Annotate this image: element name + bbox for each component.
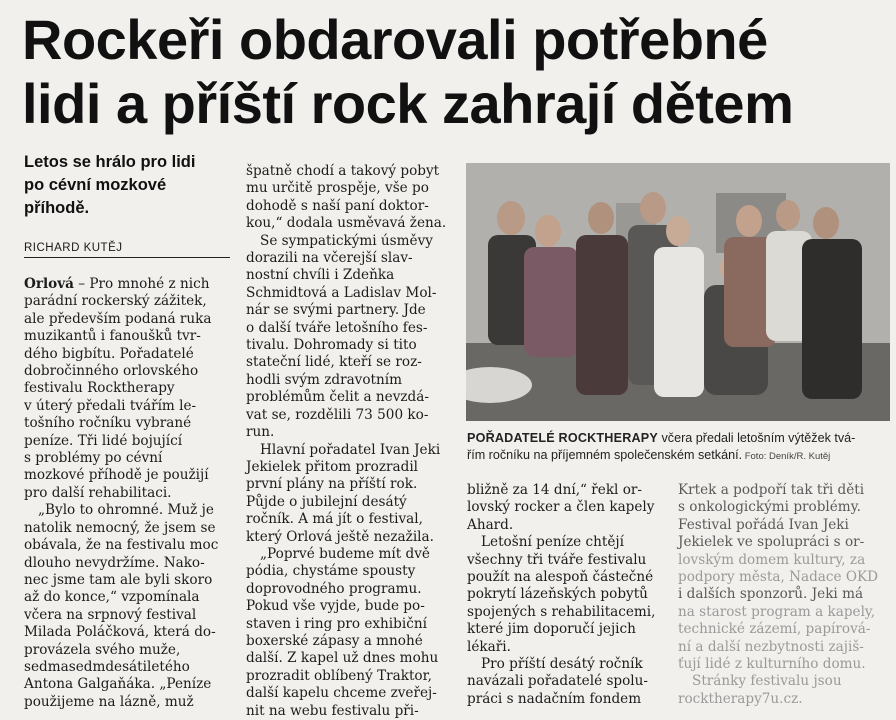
headline-line-2: lidi a příští rock zahrají dětem [22, 72, 794, 135]
text-line [678, 552, 878, 569]
group-photo [466, 163, 890, 421]
text-line [24, 485, 218, 502]
article-column-3 [467, 482, 655, 708]
text-line-content: Jekielek ve spolupráci s or- [678, 534, 865, 551]
text-line-content: Milada Poláčková, která do- [24, 624, 216, 641]
text-line-content: ní a další nezbytnosti zajiš- [678, 638, 864, 655]
text-line [246, 476, 446, 493]
text-line [467, 621, 655, 638]
text-line [246, 424, 446, 441]
text-line [246, 198, 446, 215]
lead-line: po cévní mozkové [24, 176, 167, 194]
text-line [246, 285, 446, 302]
text-line [246, 267, 446, 284]
text-line-content: muzikantů i fanoušků tvr- [24, 328, 201, 345]
text-line [24, 293, 218, 310]
text-line-content: špatně chodí a takový pobyt [246, 163, 440, 179]
text-line [678, 569, 878, 586]
text-line-content: až do konce,“ vzpomínala [24, 589, 200, 606]
text-line [246, 546, 446, 563]
text-line-content: stateční lidé, kteří se roz- [246, 354, 422, 371]
text-line [246, 372, 446, 389]
text-line [678, 673, 878, 690]
text-line-content: Antona Galgaňáka. „Peníze [24, 676, 212, 693]
caption-heading: POŘADATELÉ ROCKTHERAPY [467, 431, 658, 445]
text-line [24, 363, 218, 380]
text-line [24, 380, 218, 397]
text-line-content: nec jsme tam ale byli skoro [24, 571, 213, 588]
text-line-content: další. Z kapel už dnes mohu [246, 650, 439, 667]
text-line [467, 569, 655, 586]
text-line [467, 656, 655, 673]
text-line [678, 499, 878, 516]
text-line-content: Stránky festivalu jsou [692, 673, 842, 690]
text-line-content: staven i ring pro exhibiční [246, 615, 427, 632]
text-line-content: prozradit oblíbený Traktor, [246, 667, 432, 684]
text-line [24, 537, 218, 554]
text-line-content: Ahard. [467, 516, 514, 533]
text-line-content: parádní rockerský zážitek, [24, 293, 207, 310]
text-line [246, 581, 446, 598]
text-line-content: hodli svým zdravotním [246, 371, 402, 388]
text-line [678, 691, 878, 708]
text-line [678, 621, 878, 638]
text-line-content: navázali pořadatelé spolu- [467, 673, 648, 690]
text-line-content: včera na srpnový festival [24, 606, 197, 623]
text-line-content: dorazili na včerejší slav- [246, 250, 413, 267]
text-line-content: Festival pořádá Ivan Jeki [678, 516, 849, 533]
text-line [246, 494, 446, 511]
lead-paragraph [24, 151, 234, 220]
text-line [246, 407, 446, 424]
text-line [467, 534, 655, 551]
author-byline: RICHARD KUTĚJ [24, 242, 230, 258]
text-line-content: další kapelu chceme zveřej- [246, 685, 437, 702]
text-line-content: boxerské zápasy a mnohé [246, 632, 423, 649]
text-line-content: tivalu. Dohromady si tito [246, 337, 417, 354]
text-line [467, 673, 655, 690]
text-line-content: provázela svého muže, [24, 641, 181, 658]
text-line [24, 276, 218, 293]
text-line-content: na starost program a kapely, [678, 603, 876, 620]
headline-line-1: Rockeři obdarovali potřebné [22, 8, 768, 71]
text-line-content: v úterý předali tvářím le- [24, 397, 197, 414]
text-line-content: doprovodného programu. [246, 580, 422, 597]
text-line-content: bližně za 14 dní,“ řekl or- [467, 482, 643, 498]
text-line-content: ťují lidé z kulturního domu. [678, 656, 866, 673]
text-line [246, 215, 446, 232]
text-line-content: technické zázemí, papírová- [678, 621, 871, 638]
text-line [678, 534, 878, 551]
text-line-content: které jim doporučí jejich [467, 621, 636, 638]
text-line [467, 691, 655, 708]
text-line [246, 354, 446, 371]
text-line-content: lovským domem kultury, za [678, 551, 866, 568]
text-line [24, 572, 218, 589]
photo-credit: Foto: Deník/R. Kutěj [742, 451, 831, 462]
text-line [24, 328, 218, 345]
text-line [246, 180, 446, 197]
text-line [246, 442, 446, 459]
text-line [678, 517, 878, 534]
text-line-content: tošního ročníku vybrané [24, 415, 192, 432]
text-line-content: dého bigbítu. Pořadatelé [24, 345, 194, 362]
text-line [246, 685, 446, 702]
text-line-content: rocktherapy7u.cz. [678, 690, 803, 707]
text-line [24, 398, 218, 415]
text-line [246, 633, 446, 650]
text-line [467, 586, 655, 603]
text-line-content: Se sympatickými úsměvy [260, 232, 433, 249]
text-line [678, 482, 878, 499]
text-line [246, 320, 446, 337]
text-line-content: run. [246, 424, 275, 441]
text-line-content: „Poprvé budeme mít dvě [260, 545, 430, 562]
text-line-content: práci s nadačním fondem [467, 690, 642, 707]
text-line-content: vat se, rozdělili 73 500 ko- [246, 406, 429, 423]
text-line [24, 450, 218, 467]
text-line [467, 604, 655, 621]
text-line-content: nostní chvíli i Zdeňka [246, 267, 395, 284]
text-line [246, 302, 446, 319]
group-photo-icon [466, 163, 890, 421]
text-line [246, 250, 446, 267]
text-line-content: festivalu Rocktherapy [24, 380, 175, 397]
article-column-1 [24, 276, 218, 711]
text-line [246, 163, 446, 180]
text-line-content: dobročinného orlovského [24, 363, 199, 380]
text-line-content: natolik nemocný, že jsem se [24, 519, 216, 536]
text-line-content: sedmasedmdesátiletého [24, 658, 190, 675]
text-line [678, 586, 878, 603]
text-line-content: ale především podaná ruka [24, 310, 212, 327]
text-line [246, 616, 446, 633]
text-line-content: kou,“ dodala usměvavá žena. [246, 215, 447, 232]
text-line [246, 598, 446, 615]
text-line [246, 529, 446, 546]
text-line-content: Letošní peníze chtějí [481, 534, 624, 551]
text-line [24, 467, 218, 484]
text-line-content: Pokud vše vyjde, bude po- [246, 598, 425, 615]
text-line [467, 517, 655, 534]
text-line [24, 502, 218, 519]
text-line-content: i dalších sponzorů. Jeki má [678, 586, 864, 603]
caption-text: řím ročníku na příjemném společenském setkání. [467, 448, 743, 462]
text-line [24, 311, 218, 328]
text-line-content: podpory města, Nadace OKD [678, 569, 879, 586]
text-line-content: „Bylo to ohromné. Muž je [38, 502, 214, 519]
text-line [24, 415, 218, 432]
text-line [246, 650, 446, 667]
text-line-content: pro další rehabilitaci. [24, 484, 172, 501]
caption-text: včera předali letošním výtěžek tvá- [657, 431, 856, 445]
text-line-content: spojených s rehabilitacemi, [467, 603, 656, 620]
text-line [467, 482, 655, 499]
text-line [467, 499, 655, 516]
text-line [24, 624, 218, 641]
text-line-content: první plány na příští rok. [246, 476, 418, 493]
text-line [24, 520, 218, 537]
photo-caption [467, 430, 891, 465]
text-line [24, 694, 218, 711]
lead-line: příhodě. [24, 199, 90, 217]
text-line-content: obávala, že na festivalu moc [24, 537, 219, 554]
article-column-2 [246, 163, 446, 720]
text-line [246, 337, 446, 354]
text-line-content: lékaři. [467, 638, 511, 655]
text-line [246, 668, 446, 685]
text-line-content: Schmidtová a Ladislav Mol- [246, 284, 437, 301]
text-line [467, 639, 655, 656]
text-line-content: použít na alespoň částečné [467, 569, 654, 586]
text-line-content: Hlavní pořadatel Ivan Jeki [260, 441, 441, 458]
text-line-content: dohodě s naší paní doktor- [246, 197, 429, 214]
text-line [24, 433, 218, 450]
text-line [678, 604, 878, 621]
text-line-content: mu určitě prospěje, vše po [246, 180, 429, 197]
text-line [24, 659, 218, 676]
text-line-content: ročník. A má jít o festival, [246, 511, 423, 528]
text-line [246, 389, 446, 406]
article-column-4 [678, 482, 878, 708]
dateline: Orlová [24, 276, 74, 292]
text-line-content: problémům čelit a nevzdá- [246, 389, 429, 406]
text-line-content: Pro příští desátý ročník [481, 656, 643, 673]
text-line [467, 552, 655, 569]
text-line [24, 607, 218, 624]
text-line-content: použijeme na lázně, muž [24, 693, 194, 710]
text-line-content: lovský rocker a člen kapely [467, 499, 655, 516]
text-line [24, 346, 218, 363]
text-line [24, 589, 218, 606]
text-line-content: s problémy po cévní [24, 450, 163, 467]
text-line-content: pokrytí lázeňských pobytů [467, 586, 648, 603]
text-line [24, 555, 218, 572]
text-line [246, 233, 446, 250]
text-line-content: peníze. Tři lidé bojující [24, 432, 183, 449]
text-line-content: nit na webu festivalu při- [246, 702, 419, 719]
text-line [24, 676, 218, 693]
text-line-content: Krtek a podpoří tak tři děti [678, 482, 865, 498]
headline [22, 8, 892, 136]
text-line-content: nár se svými partnery. Jde [246, 302, 426, 319]
text-line-content: mozkové příhodě je použijí [24, 467, 209, 484]
text-line [246, 511, 446, 528]
text-line [678, 656, 878, 673]
text-line-content: všechny tři tváře festivalu [467, 551, 647, 568]
lead-line: Letos se hrálo pro lidi [24, 153, 196, 171]
text-line-content: který Orlová ještě nezažila. [246, 528, 434, 545]
text-line-content: – Pro mnohé z nich [73, 276, 210, 292]
text-line-content: Jekielek přitom prozradil [246, 458, 419, 475]
text-line [246, 563, 446, 580]
text-line [678, 639, 878, 656]
text-line [246, 459, 446, 476]
text-line-content: pódia, chystáme spousty [246, 563, 416, 580]
text-line-content: Půjde o jubilejní desátý [246, 493, 407, 510]
text-line-content: dlouho nevydržíme. Nako- [24, 554, 205, 571]
text-line-content: o další tváře letošního fes- [246, 319, 428, 336]
text-line [24, 642, 218, 659]
text-line [246, 703, 446, 720]
text-line-content: s onkologickými problémy. [678, 499, 861, 516]
